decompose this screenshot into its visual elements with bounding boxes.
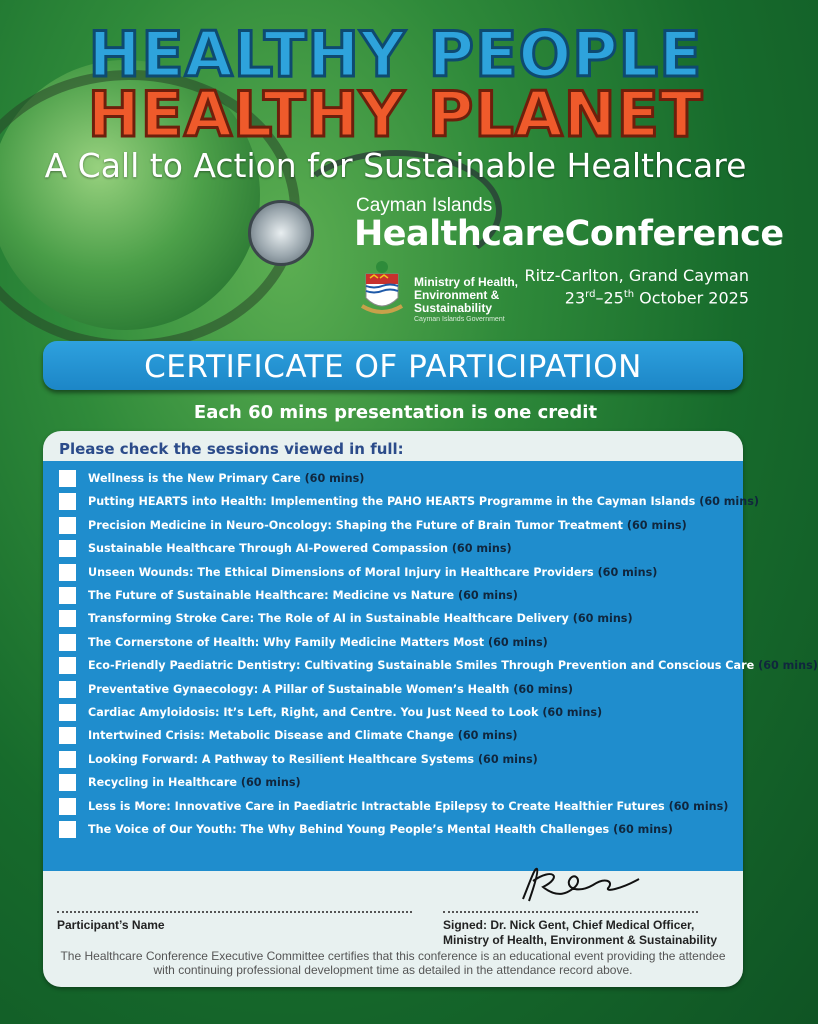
- session-row: [43, 537, 743, 560]
- session-checkbox[interactable]: [59, 774, 76, 791]
- session-title: Eco-Friendly Paediatric Dentistry: Cultivating Sustainable Smiles Through Prevention and Conscious Care (60 mins): [88, 659, 818, 673]
- session-duration: (60 mins): [542, 706, 603, 719]
- session-row: [43, 607, 743, 630]
- session-checkbox[interactable]: [59, 751, 76, 768]
- session-row: [43, 654, 818, 677]
- session-checkbox[interactable]: [59, 517, 76, 534]
- session-checkbox[interactable]: [59, 821, 76, 838]
- session-checkbox[interactable]: [59, 564, 76, 581]
- session-row: [43, 467, 743, 490]
- session-checkbox[interactable]: [59, 540, 76, 557]
- session-row: [43, 631, 743, 654]
- session-title: Intertwined Crisis: Metabolic Disease and Climate Change (60 mins): [88, 729, 518, 743]
- session-title: The Voice of Our Youth: The Why Behind Young People’s Mental Health Challenges (60 mins): [88, 823, 673, 836]
- session-duration: (60 mins): [304, 472, 365, 485]
- session-row: [43, 514, 743, 537]
- participant-signature-line: [57, 911, 412, 913]
- session-checkbox[interactable]: [59, 704, 76, 721]
- session-duration: (60 mins): [513, 682, 574, 696]
- session-checkbox[interactable]: [59, 634, 76, 651]
- conference-region: Cayman Islands: [356, 195, 493, 216]
- session-checkbox[interactable]: [59, 727, 76, 744]
- session-duration: (60 mins): [240, 776, 301, 790]
- session-prompt: Please check the sessions viewed in full:: [59, 440, 404, 458]
- session-row: [43, 748, 743, 771]
- session-row: [43, 795, 743, 818]
- officer-signature-line: [443, 911, 698, 913]
- conference-name: HealthcareConference: [354, 214, 784, 254]
- session-title: The Cornerstone of Health: Why Family Medicine Matters Most (60 mins): [88, 635, 548, 649]
- coat-of-arms-icon: [358, 258, 406, 320]
- session-row: [43, 561, 743, 584]
- session-title: Preventative Gynaecology: A Pillar of Sustainable Women’s Health (60 mins): [88, 682, 574, 696]
- participant-label: Participant’s Name: [57, 918, 165, 932]
- session-title: Transforming Stroke Care: The Role of AI in Sustainable Healthcare Delivery (60 mins): [88, 612, 633, 626]
- session-duration: (60 mins): [613, 823, 673, 836]
- session-title: Less is More: Innovative Care in Paediatric Intractable Epilepsy to Create Healthier Futures (60 mins): [88, 799, 729, 813]
- session-duration: (60 mins): [477, 752, 538, 766]
- session-duration: (60 mins): [668, 799, 729, 813]
- session-title: Cardiac Amyloidosis: It’s Left, Right, and Centre. You Just Need to Look (60 mins): [88, 706, 603, 719]
- government-label: Cayman Islands Government: [414, 316, 505, 323]
- session-title: Sustainable Healthcare Through AI-Powered Compassion (60 mins): [88, 542, 512, 556]
- session-duration: (60 mins): [699, 495, 760, 509]
- title-line-2: HEALTHY PLANET: [87, 78, 704, 151]
- venue-date: [524, 266, 749, 307]
- session-title: Wellness is the New Primary Care (60 mins): [88, 472, 365, 485]
- stethoscope-icon: [248, 200, 314, 266]
- session-duration: (60 mins): [458, 589, 518, 602]
- session-checkbox[interactable]: [59, 587, 76, 604]
- session-list: [43, 461, 818, 871]
- session-row: [43, 771, 743, 794]
- signatory: Signed: Dr. Nick Gent, Chief Medical Officer, Ministry of Health, Environment & Sustainability: [443, 918, 718, 947]
- session-duration: (60 mins): [457, 729, 518, 743]
- session-duration: (60 mins): [758, 659, 818, 673]
- session-title: Recycling in Healthcare (60 mins): [88, 776, 301, 790]
- session-title: Putting HEARTS into Health: Implementing the PAHO HEARTS Programme in the Cayman Islands (60 mins): [88, 495, 760, 509]
- session-checkbox[interactable]: [59, 470, 76, 487]
- session-title: Looking Forward: A Pathway to Resilient Healthcare Systems (60 mins): [88, 752, 538, 766]
- session-row: [43, 678, 743, 701]
- session-duration: (60 mins): [451, 542, 512, 556]
- session-title: Unseen Wounds: The Ethical Dimensions of Moral Injury in Healthcare Providers (60 mins): [88, 565, 658, 579]
- session-duration: (60 mins): [626, 518, 687, 532]
- venue: Ritz-Carlton, Grand Cayman: [524, 266, 749, 285]
- session-title: Precision Medicine in Neuro-Oncology: Shaping the Future of Brain Tumor Treatment (60 mins): [88, 518, 687, 532]
- subtitle: A Call to Action for Sustainable Healthcare: [44, 146, 747, 185]
- title-line-1: HEALTHY PEOPLE: [88, 18, 703, 91]
- certification-statement: The Healthcare Conference Executive Committee certifies that this conference is an educational event providing the attendee with continuing professional development time as detailed in the attendance record above.: [60, 949, 726, 977]
- ministry-name: Ministry of Health, Environment & Sustainability: [414, 275, 519, 315]
- session-row: [43, 490, 760, 513]
- session-duration: (60 mins): [597, 565, 658, 579]
- session-duration: (60 mins): [487, 635, 548, 649]
- session-checkbox[interactable]: [59, 493, 76, 510]
- certificate-title: CERTIFICATE OF PARTICIPATION: [43, 341, 743, 390]
- session-checkbox[interactable]: [59, 681, 76, 698]
- event-date: 23rd–25th October 2025: [564, 288, 749, 308]
- session-checkbox[interactable]: [59, 657, 76, 674]
- attendance-card: [43, 431, 818, 987]
- session-row: [43, 584, 743, 607]
- signature-image: [513, 859, 653, 911]
- session-checkbox[interactable]: [59, 610, 76, 627]
- credit-note: Each 60 mins presentation is one credit: [193, 402, 598, 423]
- session-duration: (60 mins): [572, 612, 633, 626]
- session-row: [43, 701, 743, 724]
- session-checkbox[interactable]: [59, 798, 76, 815]
- session-title: The Future of Sustainable Healthcare: Medicine vs Nature (60 mins): [88, 589, 518, 602]
- session-row: [43, 818, 743, 841]
- session-row: [43, 724, 743, 747]
